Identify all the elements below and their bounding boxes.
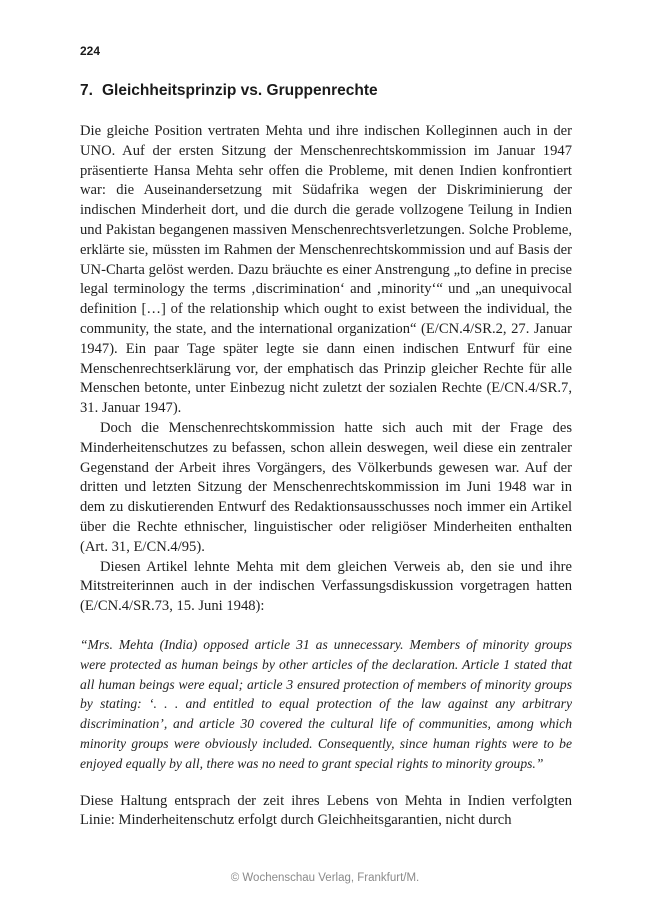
section-number: 7.	[80, 82, 93, 99]
body-text	[80, 122, 572, 831]
copyright-footer: © Wochenschau Verlag, Frankfurt/M.	[230, 872, 420, 884]
block-quote: “Mrs. Mehta (India) opposed article 31 as unnecessary. Members of minority groups were protected as human beings by other articles of the declaration. Article 1 stated that all human beings were equal; article 3 ensured protection of members of minority groups by stating: ‘. . . and entitled to equal protection of the law against any arbitrary discrimination’, and article 30 covered the cultural life of communities, among which minority groups were obviously included. Consequently, since human rights were to be enjoyed equally by all, there was no need to grant special rights to minority groups.”	[80, 636, 572, 771]
paragraph: Diesen Artikel lehnte Mehta mit dem gleichen Verweis ab, den sie und ihre Mitstreiterinnen auch in der indischen Verfassungsdiskussion vorgetragen hatten (E/CN.4/SR.73, 15. Juni 1948):	[80, 558, 572, 615]
paragraph: Diese Haltung entsprach der zeit ihres Lebens von Mehta in Indien verfolgten Linie: Minderheitenschutz erfolgt durch Gleichheitsgarantien, nicht durch	[80, 792, 572, 829]
paragraph: Doch die Menschenrechtskommission hatte sich auch mit der Frage des Minderheitenschutzes zu befassen, schon allein deswegen, weil diese ein zentraler Gegenstand der Arbeit ihres Vorgängers, des Völkerbunds gewesen war. Auf der dritten und letzten Sitzung der Menschenrechtskommission im Juni 1948 war in dem zu diskutierenden Entwurf des Redaktionsausschusses noch immer ein Artikel über die Rechte ethnischer, linguistischer oder religiöser Minderheiten enthalten (Art. 31, E/CN.4/95).	[80, 419, 572, 555]
section-heading	[80, 82, 580, 100]
section-title: Gleichheitsprinzip vs. Gruppenrechte	[102, 82, 378, 99]
paragraph: Die gleiche Position vertraten Mehta und ihre indischen Kolleginnen auch in der UNO. Auf der ersten Sitzung der Menschenrechtskommission im Januar 1947 präsentierte Hansa Mehta sehr offen die Probleme, mit denen Indien konfrontiert war: die Auseinandersetzung mit Südafrika wegen der Diskriminierung der indischen Minderheit dort, und die durch die gerade vollzogene Teilung in Indien und Pakistan begangenen massiven Menschenrechtsverletzungen. Solche Probleme, erklärte sie, müssten im Rahmen der Menschenrechtskommission und auf Basis der UN-Charta gelöst werden. Dazu bräuchte es einer Anstrengung „to define in precise legal terminology the terms ‚discrimination‘ and ‚minority‘“ und „an unequivocal definition […] of the relationship which ought to exist between the individual, the community, the state, and the international organization“ (E/CN.4/SR.2, 27. Januar 1947). Ein paar Tage später legte sie dann einen indischen Entwurf für eine Menschenrechtserklärung vor, der emphatisch das Prinzip gleicher Rechte für alle Menschen betonte, unter Einbezug nicht zuletzt der sozialen Rechte (E/CN.4/SR.7, 31. Januar 1947).	[80, 123, 572, 417]
page-number: 224	[80, 44, 101, 58]
